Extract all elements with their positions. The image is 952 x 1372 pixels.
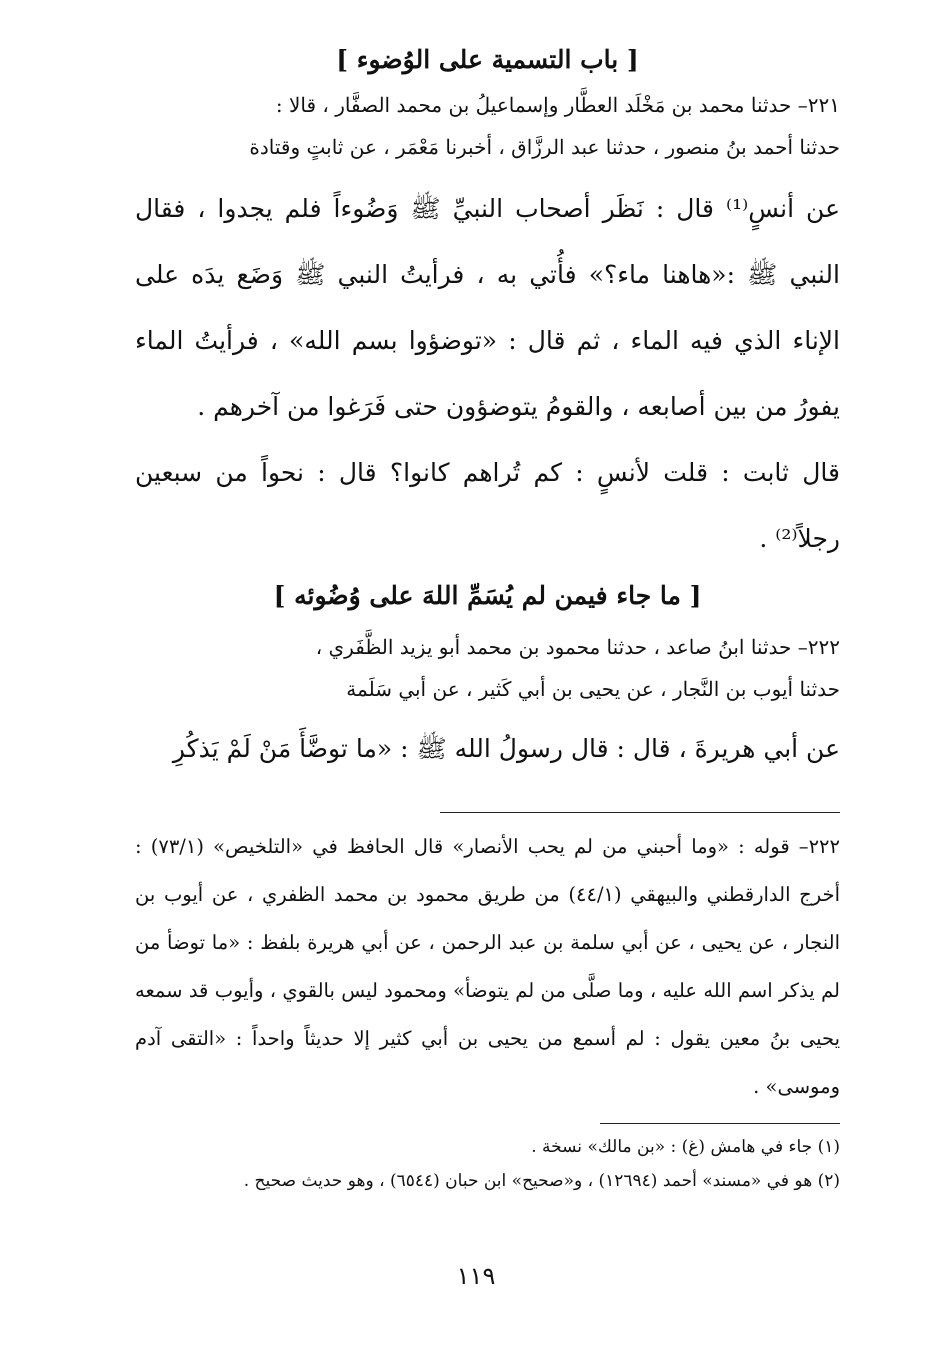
hadith-222-isnad-line2: حدثنا أيوب بن النَّجار ، عن يحيى بن أبي كَثير ، عن أبي سَلَمة [346, 677, 840, 701]
chapter-heading-basmala: [ باب التسمية على الوُضوء ] [336, 45, 639, 74]
commentary-divider [440, 812, 840, 813]
hadith-221-matn: عن أنسٍ⁽¹⁾ قال : نَظَر أصحاب النبيِّ ﷺ وَضُوءاً فلم يجدوا ، فقال النبي ﷺ :«هاهنا ماء؟» فأُتي به ، فرأيتُ النبي ﷺ وَضَع يدَه على الإناء الذي فيه الماء ، ثم قال : «توضؤوا بسم الله» ، فرأيتُ الماء يفورُ من بين أصابعه ، والقومُ يتوضؤون حتى فَرَغوا من آخرهم . [135, 194, 840, 421]
footnote-1: (١) جاء في هامش (غ) : «بن مالك» نسخة . [531, 1137, 840, 1157]
commentary-222: ٢٢٢– قوله : «وما أحبني من لم يحب الأنصار» قال الحافظ في «التلخيص» (٧٣/١) : أخرج الدارقطني والبيهقي (٤٤/١) من طريق محمود بن محمد الظفري ، عن أيوب بن النجار ، عن يحيى ، عن أبي سلمة بن عبد الرحمن ، عن أبي هريرة بلفظ : «ما توضأ من لم يذكر اسم الله عليه ، وما صلَّى من لم يتوضأ» ومحمود ليس بالقوي ، وأيوب قد سمعه يحيى بنُ معين يقول : لم أسمع من يحيى بن أبي كثير إلا حديثاً واحداً : «التقى آدم وموسى» . [135, 835, 840, 1098]
footnote-2: (٢) هو في «مسند» أحمد (١٢٦٩٤) ، و«صحيح» ابن حبان (٦٥٤٤) ، وهو حديث صحيح . [243, 1171, 840, 1191]
page-body [135, 40, 840, 1198]
footnotes-divider [600, 1123, 840, 1124]
page-number: ١١٩ [456, 1262, 496, 1290]
hadith-221-isnad-line1: ٢٢١– حدثنا محمد بن مَخْلَد العطَّار وإسماعيلُ بن محمد الصفَّار ، قالا : [275, 93, 840, 117]
hadith-222-isnad-line1: ٢٢٢– حدثنا ابنُ صاعد ، حدثنا محمود بن محمد أبو يزيد الظَّفَري ، [315, 635, 840, 659]
hadith-221-isnad-line2: حدثنا أحمد بنُ منصور ، حدثنا عبد الرزَّاق ، أخبرنا مَعْمَر ، عن ثابتٍ وقتادة [249, 135, 840, 159]
hadith-222-matn: عن أبي هريرةَ ، قال : قال رسولُ الله ﷺ : «ما توضَّأَ مَنْ لَمْ يَذكُرِ [172, 734, 840, 763]
chapter-heading-no-basmala: [ ما جاء فيمن لم يُسَمِّ اللهَ على وُضُوئه ] [273, 581, 702, 610]
hadith-221-matn-continued: قال ثابت : قلت لأنسٍ : كم تُراهم كانوا؟ قال : نحواً من سبعين رجلاً⁽²⁾ . [135, 458, 840, 553]
